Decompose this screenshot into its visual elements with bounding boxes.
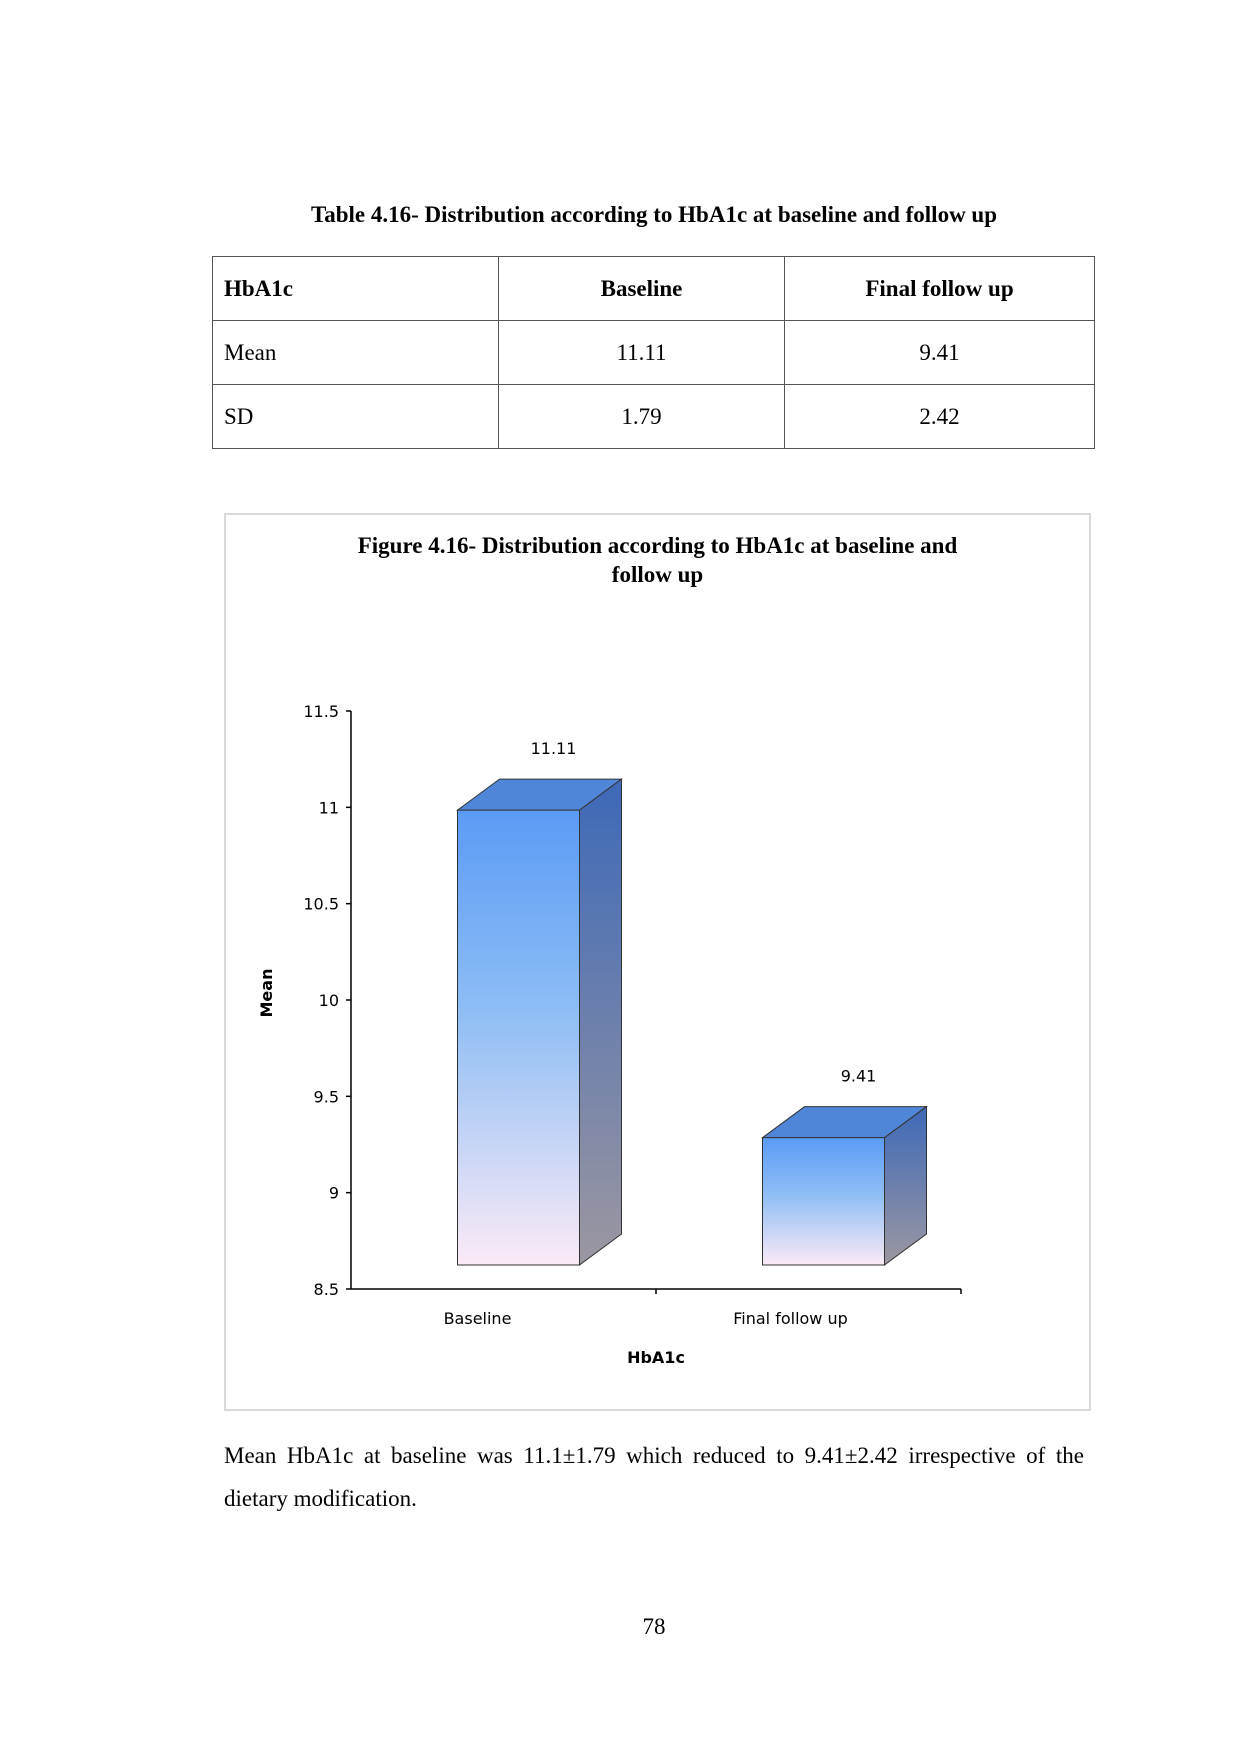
table-header-cell: HbA1c — [213, 257, 499, 321]
data-label: 11.11 — [530, 739, 577, 759]
hba1c-table — [212, 256, 1095, 449]
x-tick-label: Baseline — [443, 1309, 512, 1328]
bar — [458, 810, 580, 1265]
y-tick-label: 10.5 — [303, 894, 339, 914]
y-tick-label: 11.5 — [303, 702, 339, 721]
table-header-cell: Final follow up — [785, 257, 1095, 321]
body-paragraph: Mean HbA1c at baseline was 11.1±1.79 which reduced to 9.41±2.42 irrespective of the dietary modification. — [224, 1443, 1084, 1511]
figure-title-line: follow up — [611, 562, 704, 587]
table-cell: 2.42 — [785, 385, 1095, 449]
table-row — [213, 321, 1095, 385]
table-cell: Mean — [213, 321, 499, 385]
table-header-cell: Baseline — [499, 257, 785, 321]
y-tick-label: 9.5 — [313, 1087, 339, 1107]
table-cell: SD — [213, 385, 499, 449]
bar-chart — [226, 515, 1093, 1413]
x-tick-label: Final follow up — [733, 1309, 848, 1328]
page-number: 78 — [642, 1614, 666, 1639]
y-tick-label: 8.5 — [313, 1280, 339, 1299]
table-cell: 1.79 — [499, 385, 785, 449]
y-axis-title: Mean — [257, 968, 276, 1018]
bar-side-face — [580, 779, 622, 1265]
bar — [763, 1138, 885, 1265]
figure-box — [224, 513, 1091, 1411]
figure-title-line: Figure 4.16- Distribution according to HbA1c at baseline and — [357, 533, 958, 558]
x-axis-title: HbA1c — [627, 1348, 685, 1367]
table-caption: Table 4.16- Distribution according to HbA1c at baseline and follow up — [310, 202, 998, 227]
table-cell: 11.11 — [499, 321, 785, 385]
table-header-row — [213, 257, 1095, 321]
data-label: 9.41 — [840, 1066, 877, 1086]
y-tick-label: 9 — [328, 1183, 339, 1203]
table-row — [213, 385, 1095, 449]
y-tick-label: 11 — [318, 798, 339, 818]
table-cell: 9.41 — [785, 321, 1095, 385]
y-tick-label: 10 — [318, 991, 339, 1010]
